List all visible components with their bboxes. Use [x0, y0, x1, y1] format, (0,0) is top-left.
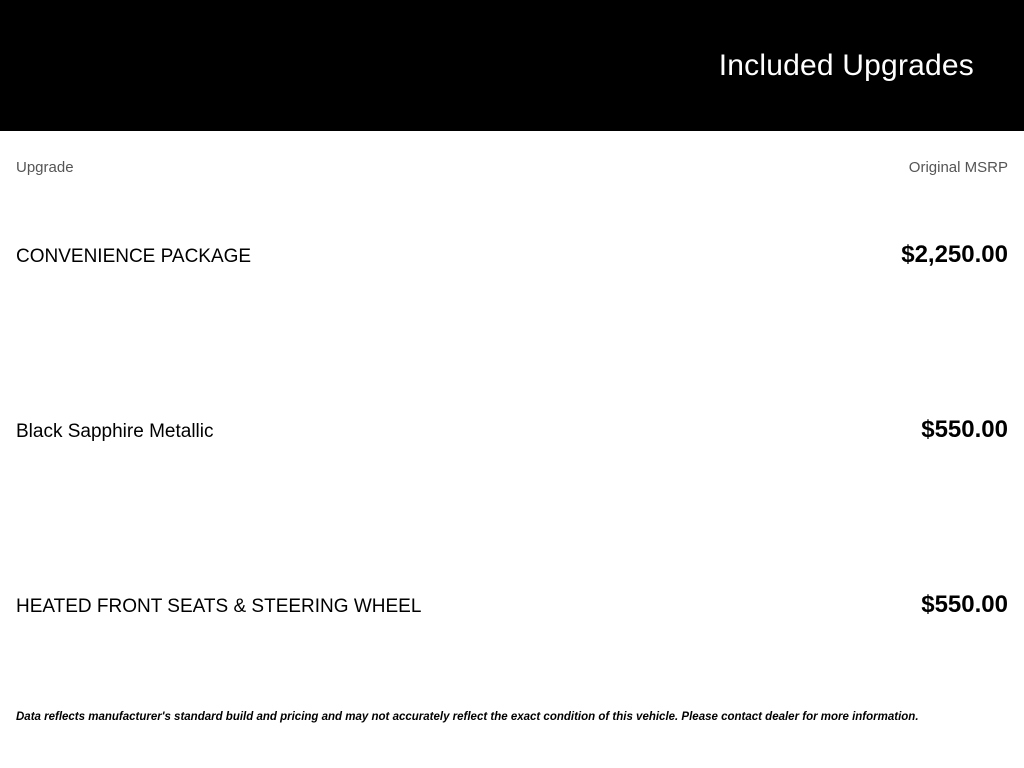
- upgrades-list: [16, 190, 1008, 715]
- page-header: [0, 0, 1024, 131]
- table-column-headers: [16, 131, 1008, 176]
- table-row: [16, 365, 1008, 540]
- table-row: [16, 190, 1008, 365]
- disclaimer-text: Data reflects manufacturer's standard build and pricing and may not accurately reflect the exact condition of this vehicle. Please contact dealer for more information.: [16, 711, 919, 723]
- upgrade-price: $2,250.00: [901, 241, 1008, 268]
- upgrade-name: CONVENIENCE PACKAGE: [16, 246, 252, 267]
- upgrade-name: Black Sapphire Metallic: [16, 421, 214, 442]
- upgrade-name: HEATED FRONT SEATS & STEERING WHEEL: [16, 596, 422, 617]
- column-header-original-msrp: Original MSRP: [908, 159, 1008, 176]
- upgrades-content: [0, 131, 1024, 715]
- upgrade-price: $550.00: [921, 591, 1008, 618]
- page-title: Included Upgrades: [718, 48, 974, 82]
- column-header-upgrade: Upgrade: [16, 159, 74, 176]
- upgrade-price: $550.00: [921, 416, 1008, 443]
- table-row: [16, 540, 1008, 715]
